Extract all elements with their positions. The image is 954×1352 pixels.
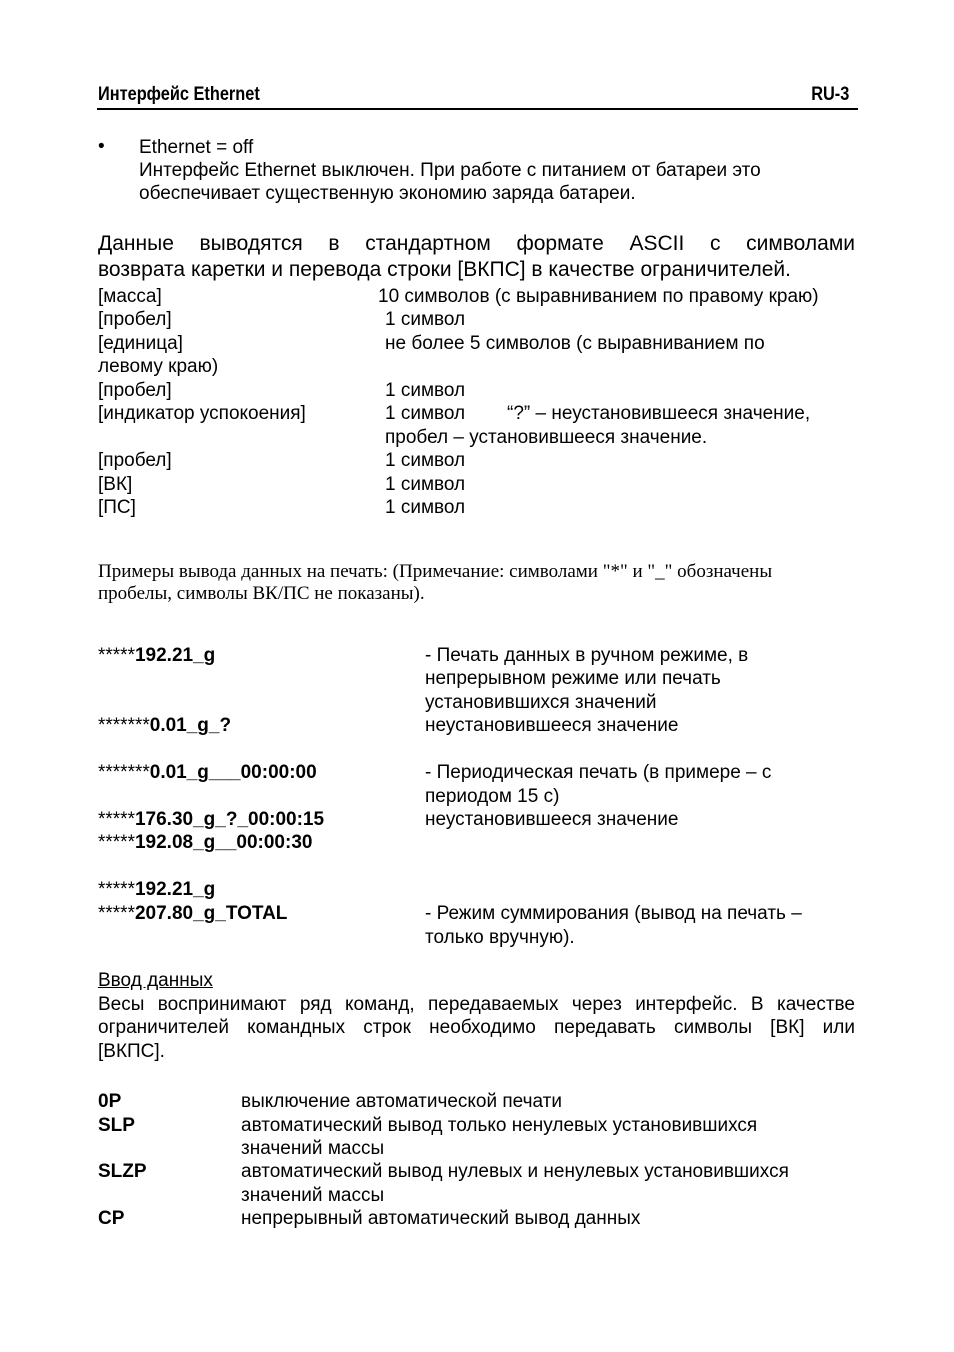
ethernet-off-setting: Ethernet = off: [139, 137, 254, 158]
example-stars: *****: [98, 879, 135, 900]
example-desc: неустановившееся значение: [425, 715, 679, 736]
example-value: 192.21_g: [134, 645, 216, 666]
example-value: 192.08_g__00:00:30: [134, 832, 313, 853]
data-input-line: [ВКПС].: [98, 1041, 165, 1062]
page-number: RU-3: [810, 84, 849, 105]
bullet-marker: •: [98, 136, 105, 157]
example-desc: периодом 15 с): [425, 786, 560, 807]
format-field-note: пробел – установившееся значение.: [385, 427, 708, 448]
example-stars: *******: [98, 762, 150, 783]
format-field-label: [ПС]: [98, 497, 136, 518]
example-stars: *******: [98, 715, 150, 736]
example-output: [98, 902, 287, 926]
example-value: 0.01_g_?: [149, 715, 232, 736]
example-stars: *****: [98, 645, 135, 666]
data-input-line: ограничителей командных строк необходимо передавать символы [ВК] или: [98, 1017, 855, 1038]
format-field-desc: 1 символ: [385, 474, 466, 495]
command-desc: выключение автоматической печати: [241, 1091, 562, 1112]
format-field-desc-cont: левому краю): [98, 356, 219, 377]
command-desc: автоматический вывод только ненулевых установившихся: [241, 1115, 758, 1136]
examples-note-line: пробелы, символы ВК/ПС не показаны).: [98, 583, 425, 604]
example-stars: *****: [98, 832, 135, 853]
page-header-title: Интерфейс Ethernet: [98, 84, 260, 105]
examples-note-line: Примеры вывода данных на печать: (Примечание: символами "*" и "_" обозначены: [98, 561, 773, 582]
format-field-desc: 10 символов (с выравниванием по правому краю): [378, 286, 819, 307]
format-field-label: [ВК]: [98, 474, 133, 495]
format-field-label: [единица]: [98, 333, 183, 354]
format-field-desc: 1 символ: [385, 309, 466, 330]
example-desc: - Режим суммирования (вывод на печать –: [425, 903, 802, 924]
example-value: 0.01_g___00:00:00: [149, 762, 317, 783]
format-intro-line: Данные выводятся в стандартном формате ASCII с символами: [98, 232, 855, 255]
section-heading: Ввод данных: [98, 970, 213, 991]
example-output: [98, 644, 215, 668]
example-output: [98, 714, 231, 738]
ethernet-off-desc-line: Интерфейс Ethernet выключен. При работе с питанием от батареи это: [139, 160, 761, 181]
example-desc: непрерывном режиме или печать: [425, 668, 721, 689]
command-desc-cont: значений массы: [241, 1185, 385, 1206]
command-code: 0P: [98, 1091, 122, 1112]
format-field-note: “?” – неустановившееся значение,: [507, 403, 811, 424]
example-desc: - Печать данных в ручном режиме, в: [425, 645, 749, 666]
command-desc: автоматический вывод нулевых и ненулевых установившихся: [241, 1161, 789, 1182]
header-rule: [97, 108, 858, 110]
format-field-label: [пробел]: [98, 380, 172, 401]
format-field-label: [индикатор успокоения]: [98, 403, 306, 424]
example-value: 176.30_g_?_00:00:15: [134, 809, 325, 830]
example-desc: установившихся значений: [425, 692, 657, 713]
example-desc: только вручную).: [425, 927, 575, 948]
format-field-desc: 1 символ: [385, 403, 466, 424]
command-code: SLZP: [98, 1161, 147, 1182]
data-input-line: Весы воспринимают ряд команд, передаваемых через интерфейс. В качестве: [98, 994, 855, 1015]
format-field-desc: не более 5 символов (с выравниванием по: [385, 333, 765, 354]
ethernet-off-desc-line: обеспечивает существенную экономию заряда батареи.: [139, 183, 636, 204]
command-code: SLP: [98, 1115, 135, 1136]
format-field-desc: 1 символ: [385, 380, 466, 401]
example-value: 192.21_g: [134, 879, 216, 900]
example-value: 207.80_g_TOTAL: [134, 903, 288, 924]
format-field-desc: 1 символ: [385, 497, 466, 518]
example-output: [98, 831, 312, 855]
format-intro-line: возврата каретки и перевода строки [ВКПС] в качестве ограничителей.: [98, 258, 791, 281]
example-stars: *****: [98, 903, 135, 924]
command-code: CP: [98, 1208, 125, 1229]
command-desc-cont: значений массы: [241, 1138, 385, 1159]
example-desc: неустановившееся значение: [425, 809, 679, 830]
format-field-label: [пробел]: [98, 450, 172, 471]
example-desc: - Периодическая печать (в примере – с: [425, 762, 772, 783]
command-desc: непрерывный автоматический вывод данных: [241, 1208, 641, 1229]
format-field-desc: 1 символ: [385, 450, 466, 471]
format-field-label: [пробел]: [98, 309, 172, 330]
example-output: [98, 761, 317, 785]
example-stars: *****: [98, 809, 135, 830]
example-output: [98, 878, 215, 902]
format-field-label: [масса]: [98, 286, 162, 307]
example-output: [98, 808, 324, 832]
